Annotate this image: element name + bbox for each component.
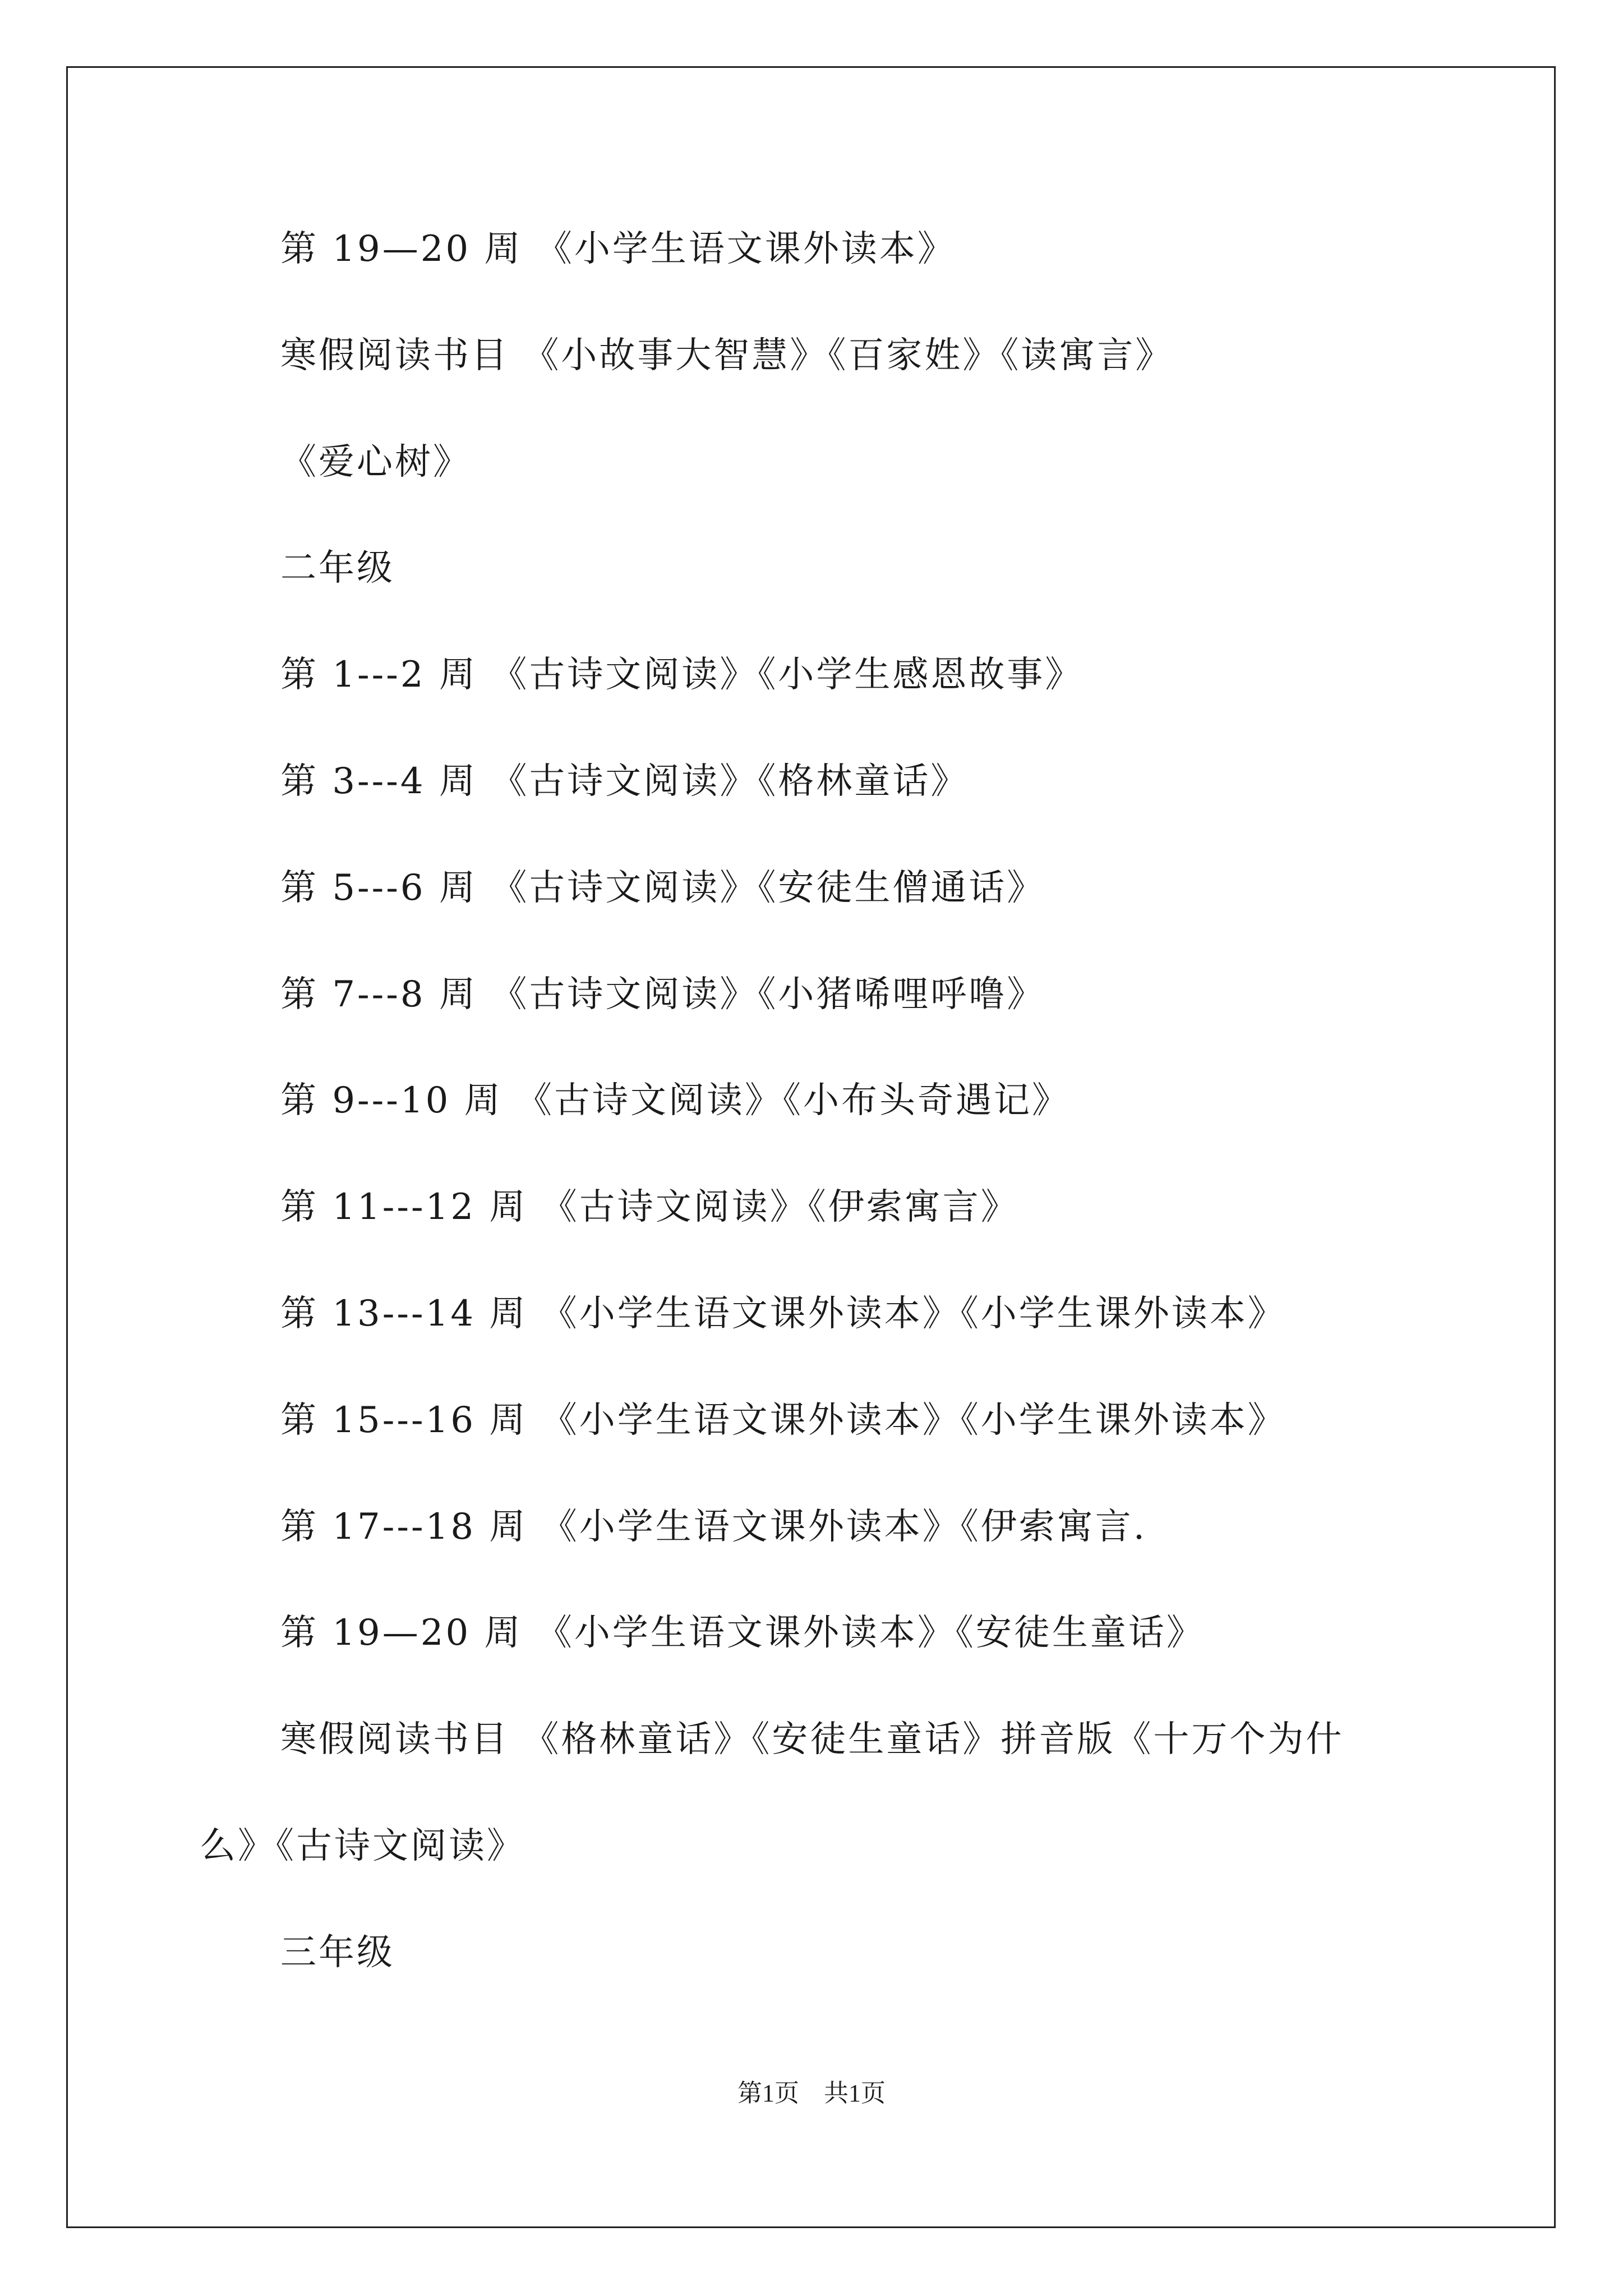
text-line: 寒假阅读书目 《小故事大智慧》《百家姓》《读寓言》	[280, 335, 1174, 376]
grade-heading: 三年级	[280, 1932, 395, 1973]
text-line: 寒假阅读书目 《格林童话》《安徒生童话》拼音版《十万个为什	[280, 1719, 1344, 1760]
text-line: 第 5---6 周 《古诗文阅读》《安徒生僧通话》	[280, 867, 1045, 909]
grade-heading: 二年级	[280, 547, 395, 589]
text-line: 《爱心树》	[280, 441, 471, 483]
text-line: 第 19—20 周 《小学生语文课外读本》《安徒生童话》	[280, 1612, 1205, 1654]
text-line: 第 15---16 周 《小学生语文课外读本》《小学生课外读本》	[280, 1400, 1286, 1441]
text-line: 第 7---8 周 《古诗文阅读》《小猪唏哩呼噜》	[280, 974, 1045, 1015]
text-line-continued: 么》《古诗文阅读》	[200, 1825, 525, 1867]
text-line: 第 17---18 周 《小学生语文课外读本》《伊索寓言.	[280, 1506, 1147, 1548]
text-line: 第 19—20 周 《小学生语文课外读本》	[280, 228, 956, 270]
text-line: 第 1---2 周 《古诗文阅读》《小学生感恩故事》	[280, 654, 1083, 696]
text-line: 第 11---12 周 《古诗文阅读》《伊索寓言》	[280, 1186, 1019, 1228]
text-line: 第 9---10 周 《古诗文阅读》《小布头奇遇记》	[280, 1080, 1071, 1121]
text-line: 第 3---4 周 《古诗文阅读》《格林童话》	[280, 761, 969, 802]
text-line: 第 13---14 周 《小学生语文课外读本》《小学生课外读本》	[280, 1293, 1286, 1335]
page-number-footer: 第1页 共1页	[737, 2079, 886, 2107]
